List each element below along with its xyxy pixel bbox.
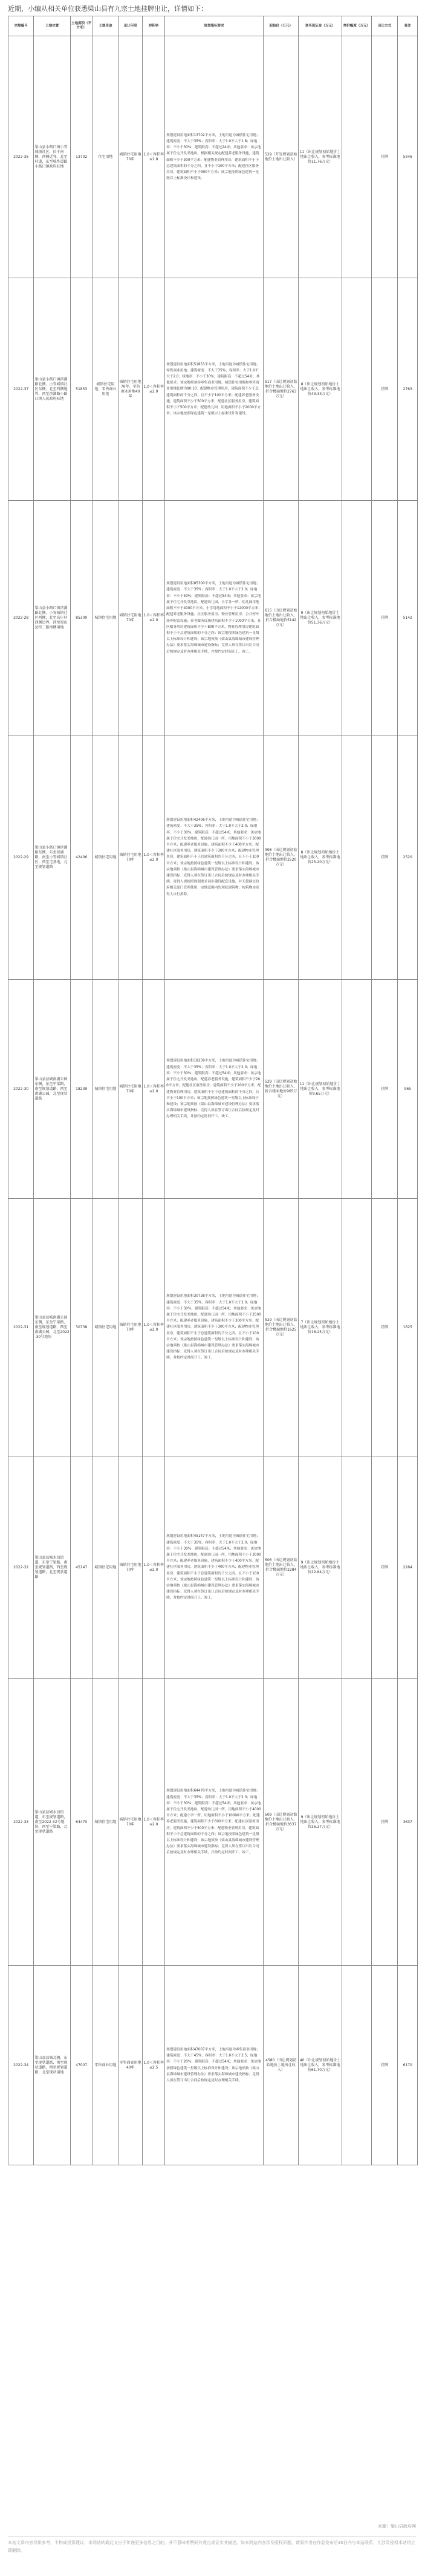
- cell-use: 城镇住宅用地: [93, 735, 118, 980]
- cell-location: 梁山县小路口镇滨湖路北侧，小安城镇社区西侧，北至高庄村西侧边界，西至梁山县纬二路南侧用地: [34, 501, 70, 735]
- table-row: [8, 1679, 418, 1966]
- cell-conditions: 规划建设用地面积30738平方米，土地用途为城镇住宅用地；建筑密度：不大于35%；容积率：大于1.0不大于2.0；绿地率：不小于30%；建筑限高：不超过54米；其他要求：该宗地属于住宅开发类地块，配建幼儿园一所，用地面积不小于2500平方米；配建养老服务设施，建筑面积不少于300平方米；配建社区服务用房，建筑面积不少于300平方米；配建物业管理用房，建筑面积不小于总建筑面积的千分之四，且不小于100平方米；该宗地按照绿色建筑一星级以上标准设计和建设；该宗地须按《梁山县海绵城市建设管理办法》要求落实海绵城市建设指标；竞得人须在签订出让合同后按规定及时办理相关手续，并按约定时间开工、竣工。: [165, 1199, 264, 1456]
- cell-start-price: 529（出让规划初始地价土地出让收入，折合楼面地价1625万元）: [264, 1199, 299, 1456]
- cell-deposit: 11（出让规划初始地价土地出让收入，参考标准地价9.65万元）: [299, 980, 342, 1199]
- table-header-row: [8, 16, 418, 36]
- table-row: [8, 735, 418, 980]
- cell-id: 2022-34: [8, 1966, 34, 2165]
- cell-area: 47007: [70, 1966, 93, 2165]
- table-row: [8, 1966, 418, 2165]
- cell-id: 2022-33: [8, 1679, 34, 1966]
- cell-use: 城镇住宅用地: [93, 1679, 118, 1966]
- table-row: [8, 1199, 418, 1456]
- cell-deposit: 11（出让规划初始地价土地出让收入、参考标准地价11.76万元）: [299, 36, 342, 278]
- cell-method: 挂牌: [371, 278, 398, 501]
- cell-increment: [342, 1456, 371, 1679]
- cell-use: 城镇住宅用地: [93, 1199, 118, 1456]
- cell-deposit: 9（出让规划初始地价土地出让收入，参考标准地价51.36万元）: [299, 501, 342, 735]
- cell-start-price: 517（出让规划初始地价土地出让收入，折合楼面地价2763万元）: [264, 278, 299, 501]
- cell-area: 42406: [70, 735, 93, 980]
- cell-conditions: 规划建设用地面积18239平方米，土地用途为城镇住宅用地；建筑密度：不大于35%；容积率：大于1.0不大于2.0；绿地率：不小于30%；建筑限高：不超过54米；其他要求：该宗地属于住宅开发类地块，配建养老服务设施，建筑面积不少于200平方米；配建社区服务用房，建筑面积不少于200平方米；配建物业管理用房，建筑面积不小于总建筑面积的千分之四，且不小于100平方米；该宗地按照绿色建筑一星级以上标准设计和建设；该宗地须按《梁山县海绵城市建设管理办法》要求落实海绵城市建设指标；竞得人须在签订出让合同后按规定及时办理相关手续，并按约定时间开工、竣工。: [165, 980, 264, 1199]
- column-header: 土地用途: [93, 16, 118, 36]
- cell-conditions: 规划建设用地面积85300平方米，土地用途为城镇住宅用地；建筑密度：不大于35%；容积率：大于1.0不大于2.0；绿地率：不小于30%；建筑限高：不超过54米；其他要求：该宗地属于住宅开发类地块，配建幼儿园、小学各一所，幼儿园用地面积不小于4000平方米，小学用地面积不小于12000平方米；配建养老服务设施、社区服务用房、物业管理用房、公共停车场等配套设施；养老服务设施建筑面积不少于1000平方米，社区服务用房建筑面积不少于800平方米，物业管理用房建筑面积不小于总建筑面积的千分之四；该宗地按照绿色建筑一星级以上标准设计和建设；该宗地须按《梁山县海绵城市建设管理办法》要求落实海绵城市建设指标；竞得人须在签订出让合同后按规定及时办理相关手续，并按约定时间开工、竣工。: [165, 501, 264, 735]
- cell-location: 梁山县县城北侧，东至现状道路，南至现状道路，西至规划道路，北至现状用地: [34, 1966, 70, 2165]
- cell-conditions: 规划建设用地面积42406平方米，土地用途为城镇住宅用地；建筑密度：不大于35%；容积率：大于1.0不大于2.0；绿地率：不小于30%；建筑限高：不超过54米；其他要求：该宗地属于住宅开发类地块，配建幼儿园一所，用地面积不小于3000平方米；配建养老服务设施，建筑面积不少于400平方米；配建社区服务用房，建筑面积不少于300平方米；配建物业管理用房，建筑面积不小于总建筑面积的千分之四，且不小于100平方米；该宗地按照绿色建筑一星级以上标准设计和建设；该宗地须按《梁山县海绵城市建设管理办法》要求落实海绵城市建设指标；竞得人须在签订出让合同后按规定及时办理相关手续；竞得人需按照规划要求同步建设配套设施，并无偿移交政府相关部门管理使用；宗地范围内的现状建筑物、构筑物由竞得人自行拆除。: [165, 735, 264, 980]
- cell-increment: [342, 36, 371, 278]
- cell-note: 2284: [398, 1456, 418, 1679]
- cell-area: 64470: [70, 1679, 93, 1966]
- cell-years: 城镇住宅用地70年、零售商业用地40年: [118, 278, 143, 501]
- cell-use: 城镇住宅用地: [93, 501, 118, 735]
- cell-far: 1.0＜容积率≤2.0: [143, 278, 165, 501]
- cell-increment: [342, 980, 371, 1199]
- column-header: 备注: [398, 16, 418, 36]
- cell-deposit: 9（出让规划初始地价土地出让收入，参考标准地价36.37万元）: [299, 1679, 342, 1966]
- column-header: 竞买保证金（万元）: [299, 16, 342, 36]
- table-row: [8, 1456, 418, 1679]
- cell-method: 挂牌: [371, 1679, 398, 1966]
- cell-increment: [342, 501, 371, 735]
- column-header: 土地位置: [34, 16, 70, 36]
- cell-method: 挂牌: [371, 1199, 398, 1456]
- cell-location: 梁山县小路口镇滨湖路东侧，东至滨湖路，南至小安城镇社区，西至宅基地，北至规划道路: [34, 735, 70, 980]
- cell-increment: [342, 1679, 371, 1966]
- cell-id: 2022-29: [8, 735, 34, 980]
- cell-location: 梁山县县城南湖公园东侧，东至宁梁路，南至规划道路，西至南湖公园，北至现状道路: [34, 980, 70, 1199]
- cell-method: 挂牌: [371, 36, 398, 278]
- cell-deposit: 8（出让规划初始地价土地出让收入，参考标准地价43.33万元）: [299, 278, 342, 501]
- cell-far: 1.0＜容积率≤2.0: [143, 980, 165, 1199]
- cell-note: 2763: [398, 278, 418, 501]
- column-header: 起始价（万元）: [264, 16, 299, 36]
- cell-far: 1.0＜容积率≤2.0: [143, 1679, 165, 1966]
- column-header: 容积率: [143, 16, 165, 36]
- cell-use: 城镇住宅用地: [93, 1456, 118, 1679]
- cell-method: 挂牌: [371, 735, 398, 980]
- table-row: [8, 278, 418, 501]
- cell-location: 梁山县小路口镇小安城镇社区，位于南侧、西侧近邻，北至村道，东至城乡道路小路口镇政府驻地: [34, 36, 70, 278]
- cell-note: 5142: [398, 501, 418, 735]
- column-header: 出让年限: [118, 16, 143, 36]
- table-row: [8, 501, 418, 735]
- cell-id: 2022-28: [8, 501, 34, 735]
- cell-deposit: 8（出让规划初始地价土地出让收入，参考标准地价25.20万元）: [299, 735, 342, 980]
- cell-note: 6170: [398, 1966, 418, 2165]
- cell-use: 住宅用地: [93, 36, 118, 278]
- cell-location: 梁山县小路口镇滨湖路北侧，小安城镇社区东侧，北至西侧地界，西至滨湖路小路口镇人民政府驻地: [34, 278, 70, 501]
- cell-start-price: 4580（出让规划初始地价土地出让收入）: [264, 1966, 299, 2165]
- cell-area: 13702: [70, 36, 93, 278]
- cell-years: 城镇住宅用地70年: [118, 980, 143, 1199]
- cell-method: 挂牌: [371, 980, 398, 1199]
- cell-conditions: 规划建设用地面积64470平方米，土地用途为城镇住宅用地；建筑密度：不大于35%；容积率：大于1.0不大于2.0；绿地率：不小于30%；建筑限高：不超过54米；其他要求：该宗地属于住宅开发类地块，配建幼儿园一所，用地面积不小于4000平方米；配建小学一所，用地面积不小于10000平方米；配建养老服务设施，建筑面积不少于600平方米；配建社区服务用房，建筑面积不少于500平方米；配建物业管理用房，建筑面积不小于总建筑面积的千分之四；该宗地按照绿色建筑一星级以上标准设计和建设；该宗地须按《梁山县海绵城市建设管理办法》要求落实海绵城市建设指标；竞得人须在签订出让合同后按规定及时办理相关手续，并按约定时间开工、竣工。: [165, 1679, 264, 1966]
- cell-area: 85300: [70, 501, 93, 735]
- cell-far: 1.0＜容积率≤2.0: [143, 1199, 165, 1456]
- cell-use: 城镇住宅用地: [93, 980, 118, 1199]
- cell-deposit: 40（出让规划初始地价土地出让收入，参考标准地价61.70万元）: [299, 1966, 342, 2165]
- cell-note: 5346: [398, 36, 418, 278]
- cell-start-price: 509（出让规划初始地价土地出让收入，折合楼面地价3637万元）: [264, 1679, 299, 1966]
- table-row: [8, 980, 418, 1199]
- cell-note: 1625: [398, 1199, 418, 1456]
- cell-use: 城镇住宅用地、零售商业用地: [93, 278, 118, 501]
- cell-increment: [342, 1966, 371, 2165]
- cell-start-price: 398（出让规划初始地价土地出让收入，折合楼面地价2520万元）: [264, 735, 299, 980]
- column-header: 土地面积（平方米）: [70, 16, 93, 36]
- column-header: 增价幅度（万元）: [342, 16, 371, 36]
- cell-conditions: 规划建设用地面积13702平方米，土地用途为城镇住宅用地；建筑密度：不大于35%；容积率：大于1.0不大于1.8；绿地率：不小于30%；建筑限高：不超过24米；其他要求：该宗地属于住宅开发类地块，根据相关规定配建养老服务设施，建筑面积不少于300平方米；配建物业管理用房，建筑面积不小于总建筑面积的千分之四，且不小于100平方米；配建社区服务用房，建筑面积不小于300平方米；该宗地按照绿色建筑一星级以上标准设计和建设。: [165, 36, 264, 278]
- cell-note: 2520: [398, 735, 418, 980]
- cell-use: 零售商业用地: [93, 1966, 118, 2165]
- intro-text: 近期，小编从相关单位获悉梁山县有九宗土地挂牌出让，详情如下：: [8, 5, 207, 13]
- cell-deposit: 9（出让规划初始地价土地出让收入，参考标准地价22.84万元）: [299, 1456, 342, 1679]
- cell-conditions: 规划建设用地面积45147平方米，土地用途为城镇住宅用地；建筑密度：不大于35%；容积率：大于1.0不大于2.0；绿地率：不小于30%；建筑限高：不超过54米；其他要求：该宗地属于住宅开发类地块，配建幼儿园一所，用地面积不小于3000平方米；配建养老服务设施，建筑面积不少于400平方米；配建社区服务用房，建筑面积不少于400平方米；配建物业管理用房，建筑面积不小于总建筑面积的千分之四，且不小于100平方米；该宗地按照绿色建筑一星级以上标准设计和建设；该宗地须按《梁山县海绵城市建设管理办法》要求落实海绵城市建设指标；竞得人须在签订出让合同后按规定及时办理相关手续，并按约定时间开工、竣工。: [165, 1456, 264, 1679]
- column-header: 出让方式: [371, 16, 398, 36]
- cell-increment: [342, 1199, 371, 1456]
- cell-area: 51853: [70, 278, 93, 501]
- cell-years: 城镇住宅用地70年: [118, 36, 143, 278]
- cell-far: 1.0＜容积率≤2.0: [143, 501, 165, 735]
- cell-start-price: 615（出让规划初始地价土地出让收入，折合楼面地价5142万元）: [264, 501, 299, 735]
- cell-id: 2022-37: [8, 278, 34, 501]
- cell-years: 城镇住宅用地70年: [118, 1456, 143, 1679]
- cell-start-price: 529（出让规划初始地价土地出让收入，折合楼面地价965万元）: [264, 980, 299, 1199]
- cell-id: 2022-31: [8, 1199, 34, 1456]
- cell-years: 城镇住宅用地70年: [118, 735, 143, 980]
- table-row: [8, 36, 418, 278]
- cell-note: 965: [398, 980, 418, 1199]
- cell-method: 挂牌: [371, 501, 398, 735]
- cell-area: 18239: [70, 980, 93, 1199]
- cell-start-price: 506（出让规划初始地价土地出让收入，折合楼面地价2284万元）: [264, 1456, 299, 1679]
- column-header: 规划指标要求: [165, 16, 264, 36]
- cell-area: 30738: [70, 1199, 93, 1456]
- cell-note: 3637: [398, 1679, 418, 1966]
- cell-years: 城镇住宅用地70年: [118, 1199, 143, 1456]
- cell-far: 1.0＜容积率≤2.0: [143, 1456, 165, 1679]
- cell-far: 1.0＜容积率≤1.8: [143, 36, 165, 278]
- cell-increment: [342, 278, 371, 501]
- cell-area: 45147: [70, 1456, 93, 1679]
- cell-conditions: 规划建设用地面积47007平方米，土地用途为零售商业用地；建筑密度：不大于45%；容积率：大于1.0不大于2.5；绿地率：不小于20%；建筑限高：不超过54米；其他要求：该宗地按照绿色建筑一星级以上标准设计和建设；该宗地须按《梁山县海绵城市建设管理办法》要求落实海绵城市建设指标；竞得人须在签订出让合同后按规定及时办理相关手续。: [165, 1966, 264, 2165]
- disclaimer-footnote: 本站文章内容仅供参考，不构成投资建议；本网站转载此文出于传递更多信息之目的，并不意味着赞同其观点或证实其描述。如本网站内容涉及版权问题，请原作者在作品发布后30日内与本站联系，凡涉及侵权本站将立即删除。: [8, 2536, 416, 2563]
- cell-method: 挂牌: [371, 1456, 398, 1679]
- cell-id: 2022-32: [8, 1456, 34, 1679]
- source-credit: 来源：梁山县政府网: [378, 2524, 416, 2529]
- cell-id: 2022-35: [8, 36, 34, 278]
- column-header: 宗地编号: [8, 16, 34, 36]
- cell-method: 挂牌: [371, 1966, 398, 2165]
- cell-years: 城镇住宅用地70年: [118, 501, 143, 735]
- cell-location: 梁山县县城水泊街道，东至宁梁路，南至规划道路，西至规划道路，北至现状道路: [34, 1456, 70, 1679]
- cell-start-price: 529（开发规划初始地价土地出让收入）: [264, 36, 299, 278]
- cell-id: 2022-30: [8, 980, 34, 1199]
- cell-increment: [342, 735, 371, 980]
- cell-location: 梁山县县城水泊街道，东至规划道路，南至2022-32号地块，西至宁梁路，北至现状道路: [34, 1679, 70, 1966]
- cell-conditions: 规划建设用地面积51853平方米，土地用途为城镇住宅用地、零售商业用地；建筑密度：不大于35%；容积率：大于1.0不大于2.0；绿地率：不小于30%；建筑限高：不超过54米；其他要求：该宗地须兼容零售商业用地，城镇住宅用地和零售商业用地比例为90:10；配建物业管理用房，建筑面积不少于总建筑面积的千分之四，且不小于100平方米；配建养老服务设施，建筑面积不少于500平方米；配建社区服务用房，建筑面积不小于500平方米；配建幼儿园，用地面积不小于2000平方米；该宗地按照绿色建筑一星级以上标准设计和建设。: [165, 278, 264, 501]
- cell-far: 1.0＜容积率≤2.5: [143, 1966, 165, 2165]
- cell-location: 梁山县县城南湖公园东侧，东至宁梁路，南至规划道路，西至南湖公园，北至2022-30号地块: [34, 1199, 70, 1456]
- cell-far: 1.0＜容积率≤2.0: [143, 735, 165, 980]
- cell-years: 零售商业用地40年: [118, 1966, 143, 2165]
- cell-years: 城镇住宅用地70年: [118, 1679, 143, 1966]
- cell-deposit: 7（出让规划初始地价土地出让收入，参考标准地价16.25万元）: [299, 1199, 342, 1456]
- land-parcel-table: [8, 16, 418, 2165]
